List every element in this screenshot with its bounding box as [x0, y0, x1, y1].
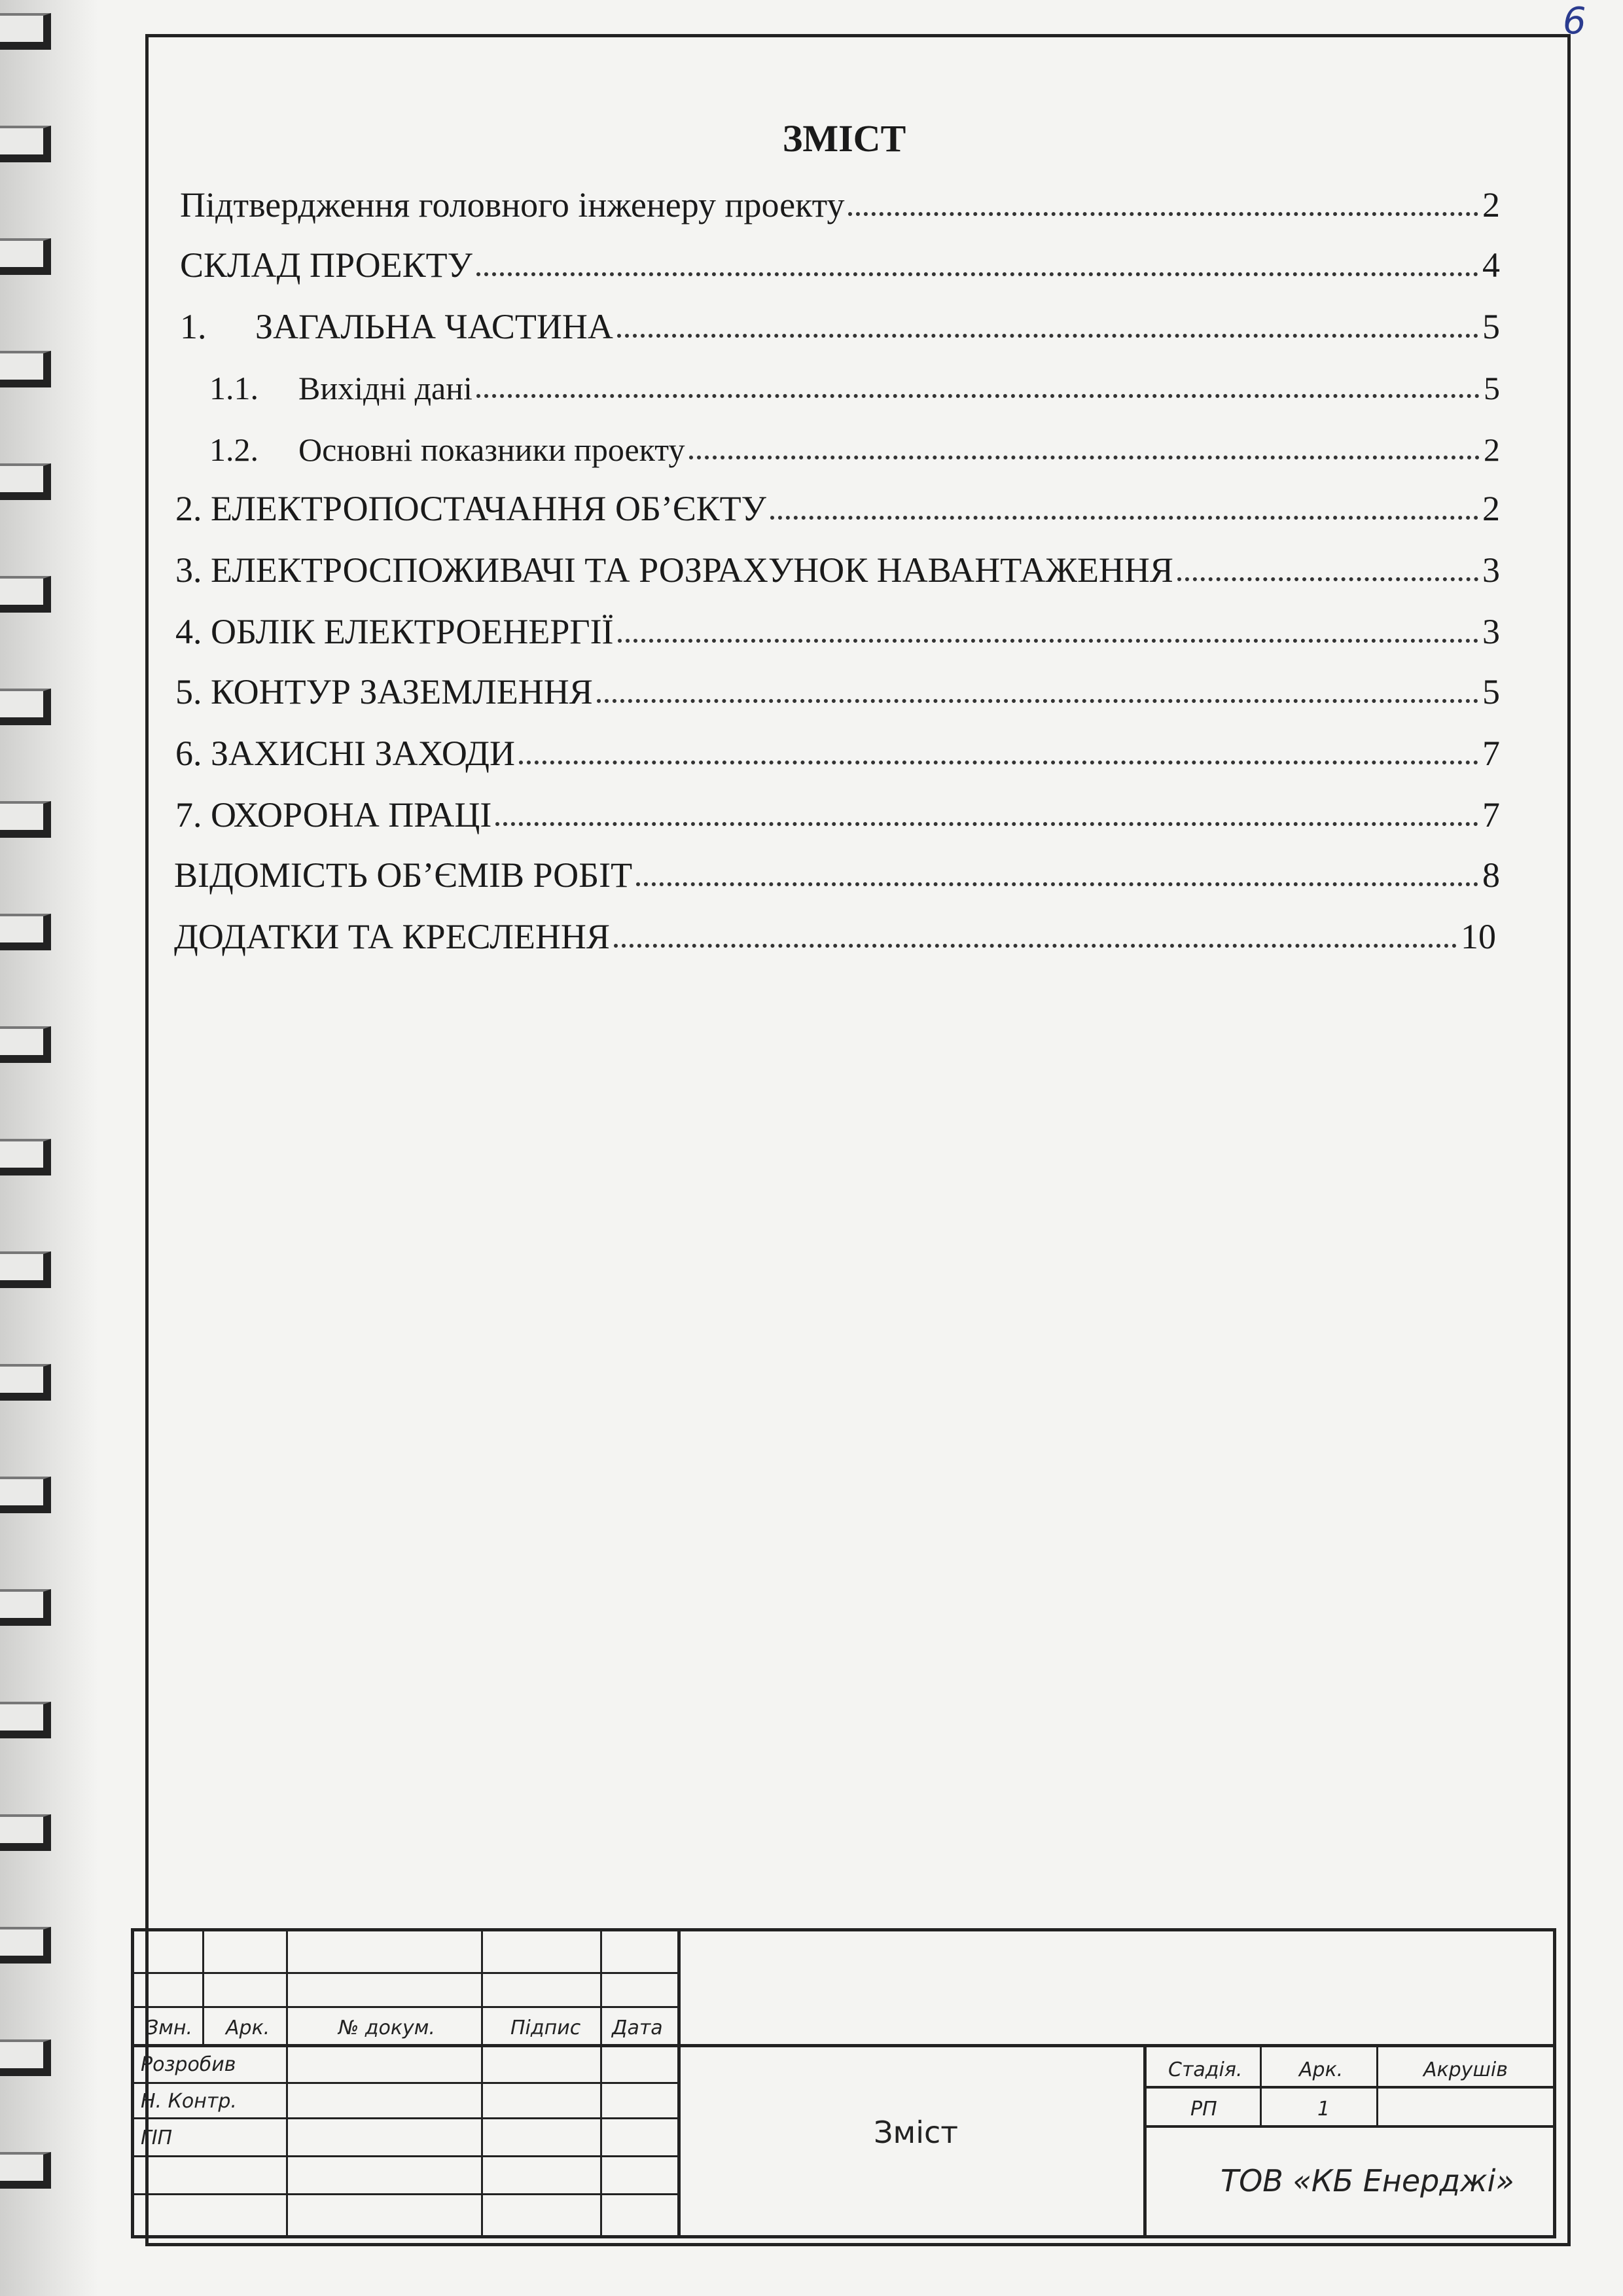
toc-item: [209, 423, 1500, 469]
tb-role-developer: Розробив: [141, 2053, 236, 2076]
tb-sheet-label: Арк.: [1299, 2058, 1344, 2081]
tb-col-document: № докум.: [338, 2017, 435, 2039]
toc-item-text: Підтвердження головного інженеру проекту: [180, 185, 845, 224]
toc-leader-dots: [636, 882, 1478, 886]
binding-ring: [0, 1026, 51, 1063]
toc-leader-dots: [689, 456, 1480, 459]
toc-leader-dots: [614, 944, 1457, 948]
binding-ring: [0, 1139, 51, 1175]
toc-item-number: 1.2.: [209, 431, 259, 468]
toc-item: [175, 789, 1500, 835]
binding-ring: [0, 1814, 51, 1851]
toc-item: [174, 850, 1500, 895]
binding-ring: [0, 1364, 51, 1401]
binding-ring: [0, 351, 51, 387]
toc-item: [209, 361, 1500, 407]
tb-col-changes: Змн.: [146, 2017, 193, 2039]
tb-col-sheet: Арк.: [226, 2017, 270, 2039]
toc-leader-dots: [495, 822, 1478, 826]
tb-role-norm-control: Н. Контр.: [141, 2090, 237, 2113]
binding-ring: [0, 2152, 51, 2189]
tb-role-chief-engineer: ГІП: [141, 2126, 173, 2149]
toc-leader-dots: [618, 639, 1478, 643]
toc-item-text: ЗАГАЛЬНА ЧАСТИНА: [255, 307, 613, 346]
binding-ring: [0, 1251, 51, 1288]
tb-col-signature: Підпис: [510, 2017, 581, 2039]
toc-item-page: 5: [1482, 307, 1500, 346]
toc-item-page: 7: [1482, 734, 1500, 773]
spiral-binding: [0, 0, 98, 2296]
toc-item-page: 4: [1482, 245, 1500, 285]
toc-item-text: 3. ЕЛЕКТРОСПОЖИВАЧІ ТА РОЗРАХУНОК НАВАНТАЖЕННЯ: [175, 550, 1173, 590]
binding-ring: [0, 238, 51, 275]
tb-sheet-value: 1: [1317, 2098, 1330, 2121]
handwritten-page-number: 6: [1563, 0, 1586, 43]
toc-item: [180, 179, 1500, 225]
toc-item-page: 5: [1484, 370, 1500, 406]
toc-item-page: 2: [1482, 489, 1500, 528]
toc-leader-dots: [770, 516, 1478, 520]
binding-ring: [0, 914, 51, 950]
toc-item-page: 3: [1482, 550, 1500, 590]
toc-item-number: 1.: [180, 307, 207, 346]
toc-leader-dots: [476, 394, 1480, 398]
binding-ring: [0, 2039, 51, 2076]
toc-title: ЗМІСТ: [782, 117, 906, 160]
toc-item-text: 4. ОБЛІК ЕЛЕКТРОЕНЕРГІЇ: [175, 612, 614, 651]
tb-document-name: Зміст: [874, 2115, 959, 2150]
toc-item-page: 10: [1461, 917, 1496, 956]
tb-sheets-label: Акрушів: [1423, 2058, 1508, 2081]
toc-item: [175, 728, 1500, 774]
toc-item-page: 2: [1482, 185, 1500, 224]
tb-organization: ТОВ «КБ Енерджі»: [1221, 2163, 1514, 2198]
toc-item-text: 7. ОХОРОНА ПРАЦІ: [175, 795, 492, 834]
toc-leader-dots: [519, 761, 1478, 764]
toc-item-page: 2: [1484, 431, 1500, 468]
toc-item: [175, 666, 1500, 712]
binding-ring: [0, 576, 51, 613]
binding-ring: [0, 126, 51, 162]
binding-ring: [0, 689, 51, 725]
toc-item: [180, 301, 1500, 347]
binding-ring: [0, 801, 51, 838]
toc-item-text: Вихідні дані: [298, 370, 473, 406]
binding-ring: [0, 1477, 51, 1513]
binding-ring: [0, 1927, 51, 1964]
toc-item: [175, 606, 1500, 652]
tb-col-date: Дата: [612, 2017, 663, 2039]
toc-item-text: ДОДАТКИ ТА КРЕСЛЕННЯ: [174, 917, 610, 956]
toc-item: [174, 911, 1496, 957]
toc-leader-dots: [848, 212, 1478, 216]
toc-leader-dots: [617, 334, 1478, 338]
toc-item: [180, 240, 1500, 285]
binding-ring: [0, 463, 51, 500]
toc-item-text: ВІДОМІСТЬ ОБ’ЄМІВ РОБІТ: [174, 855, 633, 895]
toc-item-page: 7: [1482, 795, 1500, 834]
toc-item-page: 5: [1482, 672, 1500, 711]
toc-item-page: 3: [1482, 612, 1500, 651]
binding-ring: [0, 1589, 51, 1626]
toc-item-text: Основні показники проекту: [298, 431, 685, 468]
toc-item-text: 2. ЕЛЕКТРОПОСТАЧАННЯ ОБ’ЄКТУ: [175, 489, 766, 528]
toc-item-text: 6. ЗАХИСНІ ЗАХОДИ: [175, 734, 515, 773]
toc-item-page: 8: [1482, 855, 1500, 895]
toc-leader-dots: [476, 272, 1478, 276]
toc-leader-dots: [1177, 577, 1478, 581]
binding-ring: [0, 1702, 51, 1738]
toc-leader-dots: [597, 699, 1478, 703]
binding-ring: [0, 13, 51, 50]
toc-item-number: 1.1.: [209, 370, 259, 406]
toc-item-text: 5. КОНТУР ЗАЗЕМЛЕННЯ: [175, 672, 593, 711]
tb-stage-value: РП: [1190, 2098, 1217, 2121]
tb-stage-label: Стадія.: [1168, 2058, 1243, 2081]
title-block: [131, 1928, 1556, 2238]
toc-item: [175, 483, 1500, 529]
toc-item: [175, 545, 1500, 590]
toc-item-text: СКЛАД ПРОЕКТУ: [180, 245, 473, 285]
